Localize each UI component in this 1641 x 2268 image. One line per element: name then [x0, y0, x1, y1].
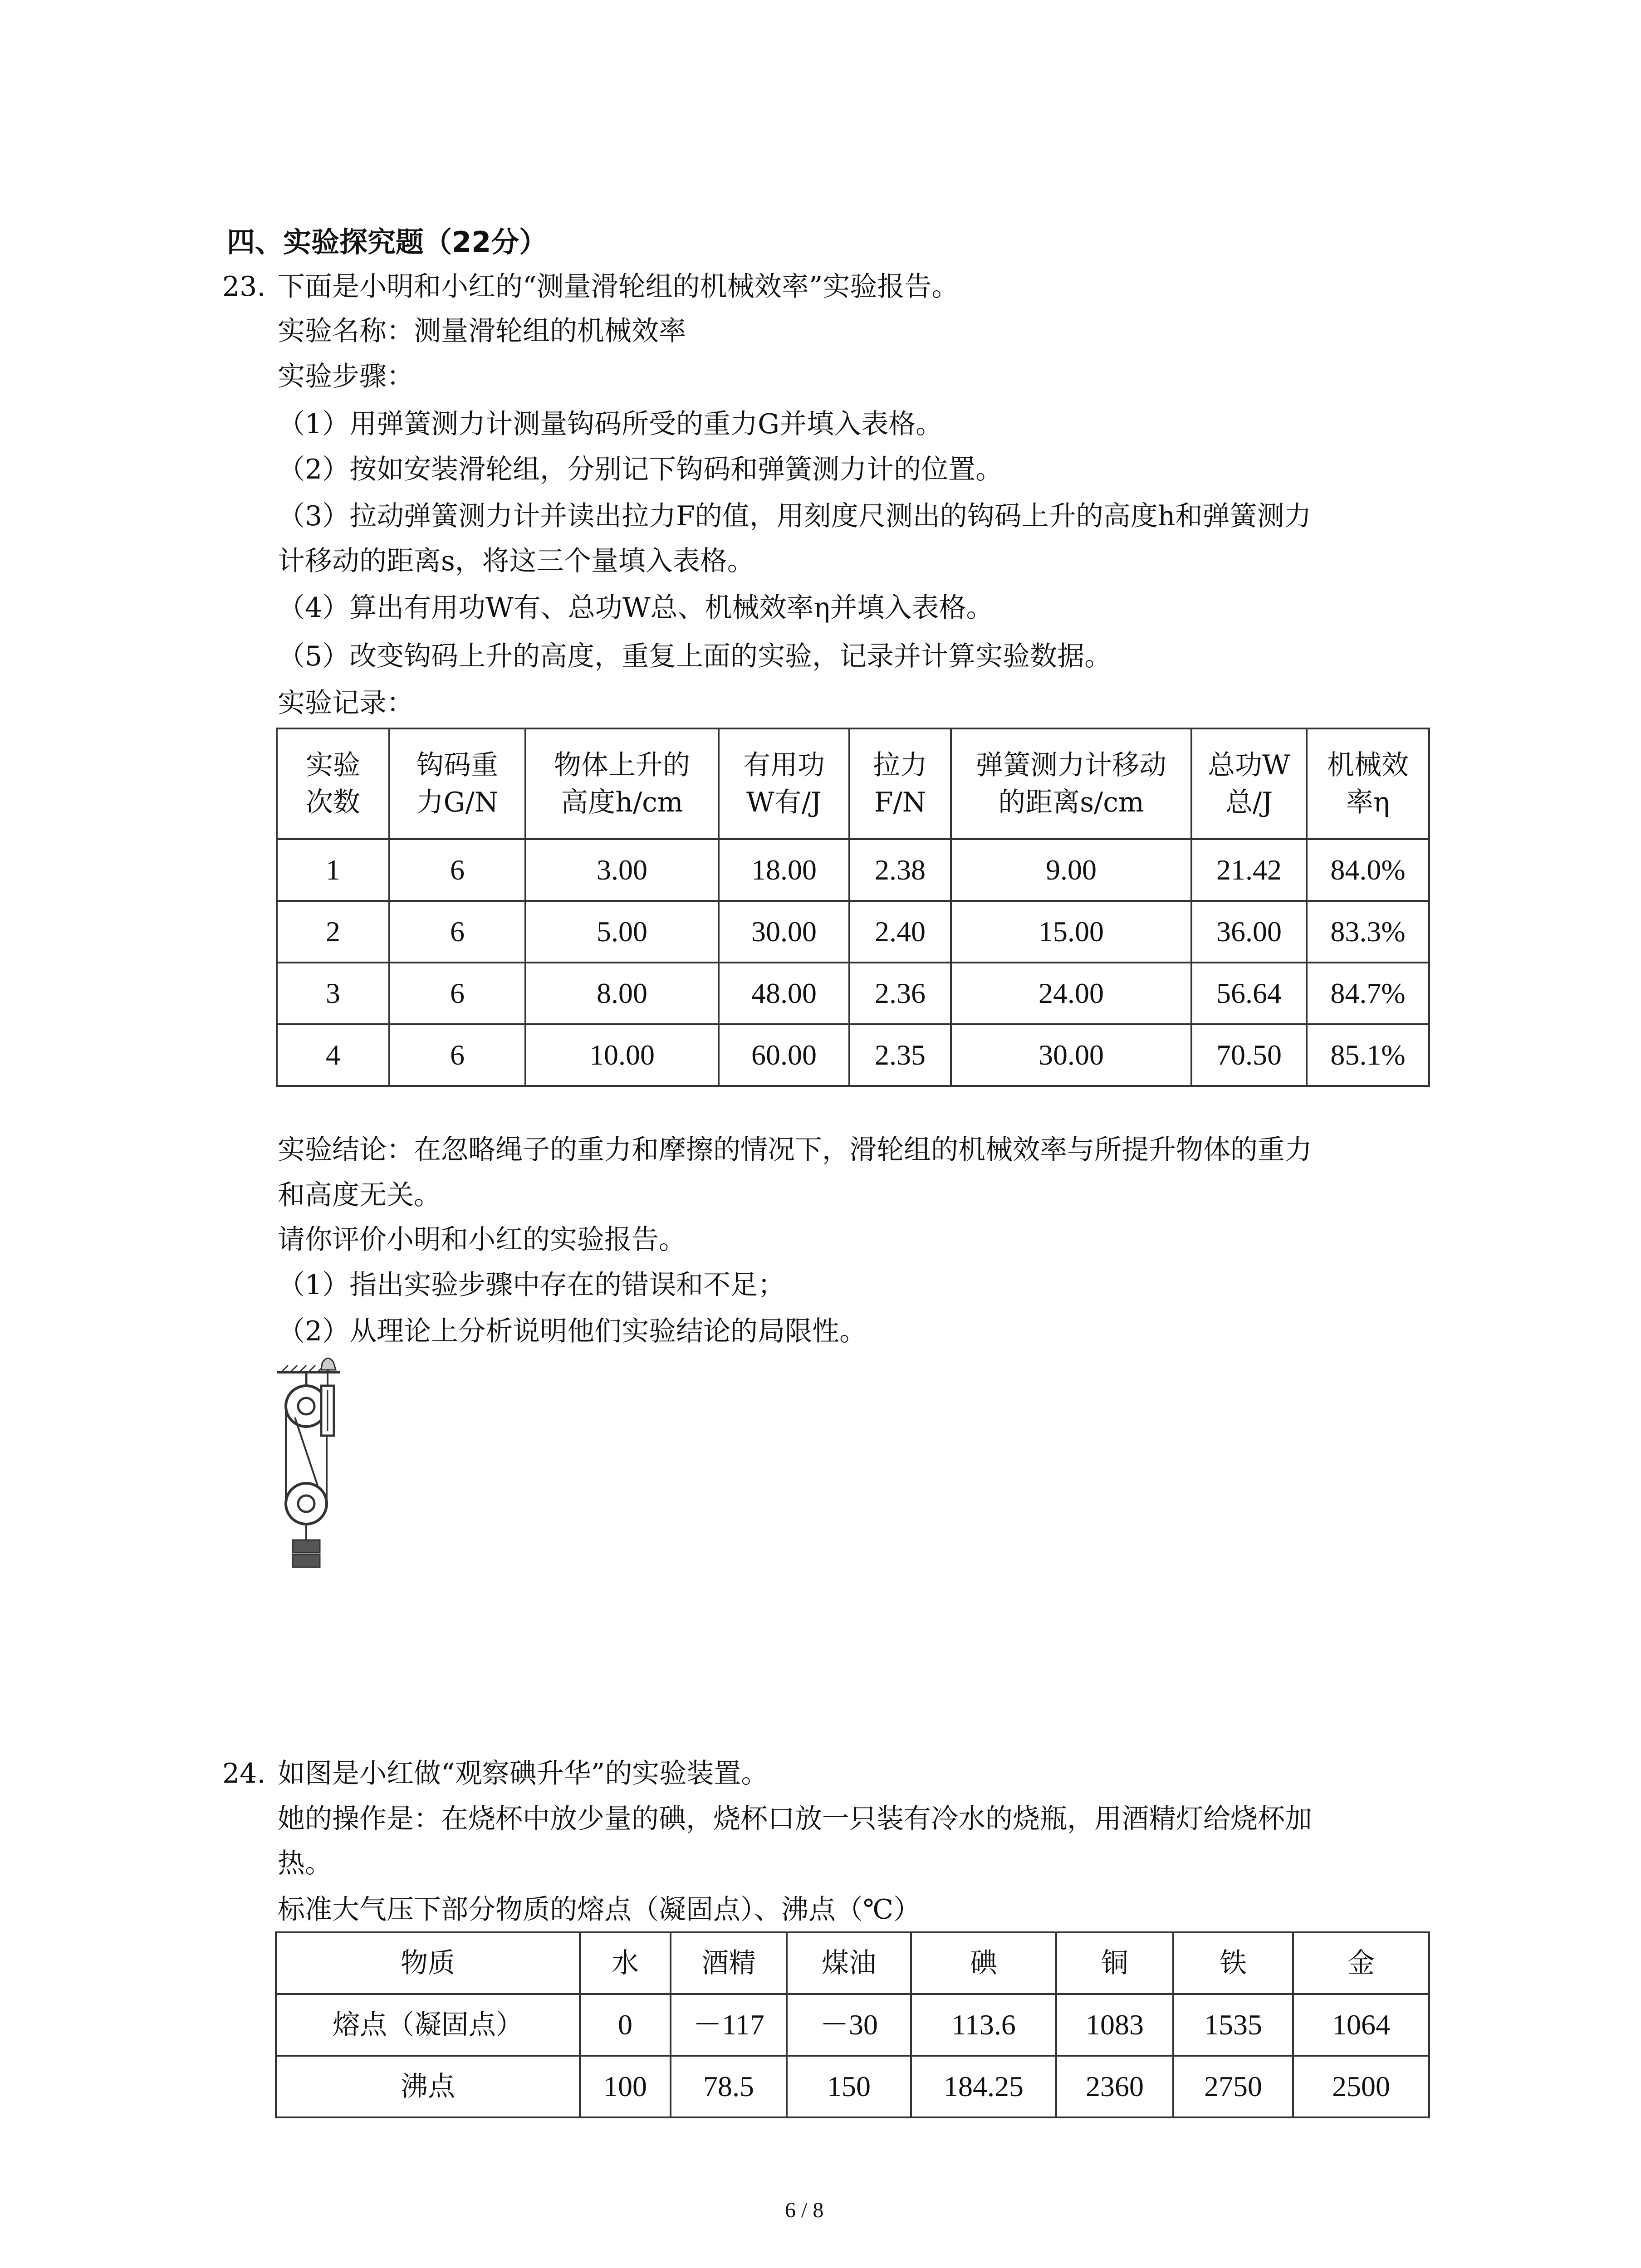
header-cell: 拉力 F/N	[849, 728, 951, 839]
header-cell: 有用功 W有/J	[719, 728, 849, 839]
table-cell: 6	[389, 963, 525, 1024]
header-cell: 铜	[1056, 1932, 1173, 1994]
table-cell: 2500	[1293, 2056, 1429, 2117]
melting-boiling-table	[275, 1931, 1430, 2118]
table-cell: 30.00	[951, 1024, 1191, 1086]
q23-step-3b: 计移动的距离s，将这三个量填入表格。	[278, 545, 754, 577]
q23-conclusion-2: 和高度无关。	[278, 1179, 441, 1211]
table-cell: 84.7%	[1307, 963, 1429, 1024]
table-header-row	[276, 1932, 1429, 1994]
header-cell: 物体上升的 高度h/cm	[525, 728, 719, 839]
q23-intro: 下面是小明和小红的“测量滑轮组的机械效率”实验报告。	[278, 271, 959, 303]
table-cell: 70.50	[1191, 1024, 1307, 1086]
table-cell: 60.00	[719, 1024, 849, 1086]
table-cell: 30.00	[719, 901, 849, 963]
header-cell: 实验 次数	[277, 728, 389, 839]
q23-step-5: （5）改变钩码上升的高度，重复上面的实验，记录并计算实验数据。	[278, 640, 1112, 672]
table-cell: 3.00	[525, 839, 719, 901]
q23-name-line: 实验名称：测量滑轮组的机械效率	[278, 315, 686, 347]
table-cell: 2.40	[849, 901, 951, 963]
table-cell: 1064	[1293, 1994, 1429, 2056]
table-cell: 83.3%	[1307, 901, 1429, 963]
table-cell: 78.5	[671, 2056, 787, 2117]
q23-step-4: （4）算出有用功W有、总功W总、机械效率η并填入表格。	[278, 592, 994, 624]
table-cell: 21.42	[1191, 839, 1307, 901]
table-row	[277, 901, 1429, 963]
table-cell: 6	[389, 1024, 525, 1086]
q24-table-caption: 标准大气压下部分物质的熔点（凝固点）、沸点（℃）	[278, 1894, 921, 1926]
table-cell: 6	[389, 901, 525, 963]
q23-number: 23.	[222, 271, 266, 303]
table-row	[276, 2056, 1429, 2117]
header-cell: 煤油	[787, 1932, 911, 1994]
table-cell: 15.00	[951, 901, 1191, 963]
table-cell: 36.00	[1191, 901, 1307, 963]
q23-question-1: （1）指出实验步骤中存在的错误和不足；	[278, 1269, 785, 1301]
table-cell: 1083	[1056, 1994, 1173, 2056]
header-cell: 金	[1293, 1932, 1429, 1994]
table-cell: 113.6	[911, 1994, 1056, 2056]
table-cell: 5.00	[525, 901, 719, 963]
header-cell: 弹簧测力计移动 的距离s/cm	[951, 728, 1191, 839]
table-cell: 4	[277, 1024, 389, 1086]
q24-operation-1: 她的操作是：在烧杯中放少量的碘，烧杯口放一只装有冷水的烧瓶，用酒精灯给烧杯加	[278, 1803, 1312, 1835]
table-cell: 沸点	[276, 2056, 580, 2117]
table-header-row	[277, 728, 1429, 839]
header-cell: 总功W 总/J	[1191, 728, 1307, 839]
table-cell: 10.00	[525, 1024, 719, 1086]
section-heading: 四、实验探究题（22分）	[227, 225, 548, 259]
table-cell: 1	[277, 839, 389, 901]
header-cell: 机械效 率η	[1307, 728, 1429, 839]
q24-number: 24.	[222, 1758, 266, 1789]
q23-step-2: （2）按如安装滑轮组，分别记下钩码和弹簧测力计的位置。	[278, 454, 1003, 485]
q23-evaluate: 请你评价小明和小红的实验报告。	[278, 1224, 686, 1256]
table-cell: 6	[389, 839, 525, 901]
q24-intro: 如图是小红做“观察碘升华”的实验装置。	[278, 1758, 769, 1789]
q23-steps-label: 实验步骤：	[278, 361, 414, 392]
table-cell: 100	[580, 2056, 671, 2117]
table-cell: 150	[787, 2056, 911, 2117]
table-row	[277, 963, 1429, 1024]
table-cell: 熔点（凝固点）	[276, 1994, 580, 2056]
table-cell: 56.64	[1191, 963, 1307, 1024]
header-cell: 水	[580, 1932, 671, 1994]
table-cell: 84.0%	[1307, 839, 1429, 901]
table-cell: 2.38	[849, 839, 951, 901]
table-cell: 2	[277, 901, 389, 963]
table-cell: 1535	[1173, 1994, 1293, 2056]
header-cell: 碘	[911, 1932, 1056, 1994]
table-cell: 85.1%	[1307, 1024, 1429, 1086]
table-cell: －30	[787, 1994, 911, 2056]
table-cell: 0	[580, 1994, 671, 2056]
pulley-system-diagram	[272, 1354, 363, 1576]
header-cell: 物质	[276, 1932, 580, 1994]
table-cell: 48.00	[719, 963, 849, 1024]
table-cell: 184.25	[911, 2056, 1056, 2117]
header-cell: 酒精	[671, 1932, 787, 1994]
table-cell: 8.00	[525, 963, 719, 1024]
q24-operation-2: 热。	[278, 1848, 332, 1879]
q23-conclusion-1: 实验结论：在忽略绳子的重力和摩擦的情况下，滑轮组的机械效率与所提升物体的重力	[278, 1134, 1312, 1166]
table-row	[277, 1024, 1429, 1086]
page-number: 6 / 8	[785, 2198, 824, 2222]
table-row	[277, 839, 1429, 901]
table-cell: 2360	[1056, 2056, 1173, 2117]
header-cell: 铁	[1173, 1932, 1293, 1994]
table-cell: 9.00	[951, 839, 1191, 901]
table-cell: 2.36	[849, 963, 951, 1024]
table-cell: 2750	[1173, 2056, 1293, 2117]
experiment-record-table	[276, 728, 1430, 1087]
table-cell: 18.00	[719, 839, 849, 901]
q23-step-3a: （3）拉动弹簧测力计并读出拉力F的值，用刻度尺测出的钩码上升的高度h和弹簧测力	[278, 500, 1312, 532]
q23-question-2: （2）从理论上分析说明他们实验结论的局限性。	[278, 1315, 867, 1347]
table-cell: －117	[671, 1994, 787, 2056]
table-row	[276, 1994, 1429, 2056]
table-cell: 3	[277, 963, 389, 1024]
header-cell: 钩码重 力G/N	[389, 728, 525, 839]
q23-step-1: （1）用弹簧测力计测量钩码所受的重力G并填入表格。	[278, 408, 943, 440]
q23-record-label: 实验记录：	[278, 687, 414, 719]
table-cell: 24.00	[951, 963, 1191, 1024]
table-cell: 2.35	[849, 1024, 951, 1086]
